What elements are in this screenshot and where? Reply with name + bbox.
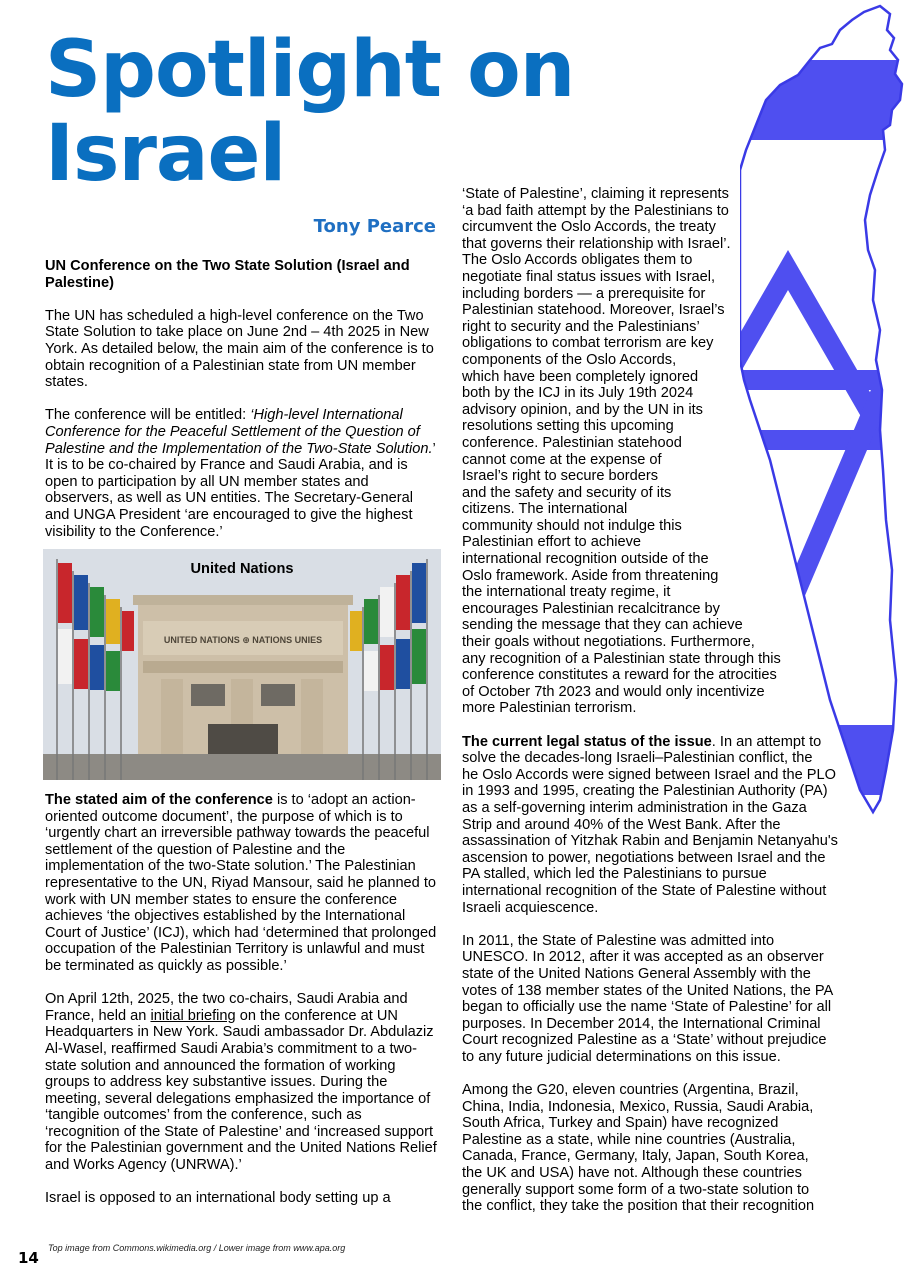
text-line: the international treaty regime, it <box>462 584 671 601</box>
israel-opposed-paragraph: Israel is opposed to an international body setting up a <box>45 1190 391 1207</box>
text-line: began to officially use the name ‘State of Palestine’ for all <box>462 999 832 1016</box>
text-line: UNESCO. In 2012, after it was accepted as an observer <box>462 949 824 966</box>
text-line: components of the Oslo Accords, <box>462 351 677 368</box>
oslo-accords-paragraph <box>462 186 872 717</box>
text-line: Israeli acquiescence. <box>462 899 599 916</box>
image-credit: Top image from Commons.wikimedia.org / Lower image from www.apa.org <box>48 1243 346 1253</box>
briefing-paragraph <box>45 991 440 1174</box>
text-line: ‘a bad faith attempt by the Palestinians to <box>462 202 729 219</box>
text-line: their goals without negotiations. Furthermore, <box>462 634 755 651</box>
text-line: more Palestinian terrorism. <box>462 700 637 717</box>
page-title <box>45 25 575 199</box>
text-line: South Africa, Turkey and Spain) have recognized <box>462 1115 779 1132</box>
photo-caption: United Nations <box>190 561 294 577</box>
text-line: including borders — a prerequisite for <box>462 285 706 302</box>
text-line: the conflict, they take the position that their recognition <box>462 1198 815 1215</box>
text-line: solve the decades-long Israeli–Palestinian conflict, the <box>462 750 813 767</box>
text-line: Palestinian statehood. Moreover, Israel’s <box>462 302 725 319</box>
text-line: conference. Palestinian statehood <box>462 434 682 451</box>
initial-briefing-link[interactable]: initial briefing <box>150 1007 236 1024</box>
text-line: both by the ICJ in its July 19th 2024 <box>462 385 694 402</box>
conference-name: ‘High-level International Conference for the Peaceful Settlement of the Question of Palestine and the Implementation of the Two-State Solution. <box>45 407 433 457</box>
text-line: of October 7th 2023 and would only incentivize <box>462 683 765 700</box>
text-line: resolutions setting this upcoming <box>462 418 674 435</box>
text-line: advisory opinion, and by the UN in its <box>462 401 703 418</box>
text-line: obligations to combat terrorism are key <box>462 335 714 352</box>
text-line: cannot come at the expense of <box>462 451 662 468</box>
text-line: any recognition of a Palestinian state through this <box>462 650 781 667</box>
text-line: Strip and around 40% of the West Bank. After the <box>462 816 781 833</box>
un-building-photo <box>43 549 441 780</box>
left-column-bottom <box>45 792 440 1207</box>
text-line: Court recognized Palestine as a ‘State’ without prejudice <box>462 1032 827 1049</box>
text-line: votes of 138 member states of the United Nations, the PA <box>462 982 834 999</box>
text-line-rest: . In an attempt to <box>711 733 822 750</box>
text-line: PA stalled, which led the Palestinians to pursue <box>462 866 767 883</box>
text-line: sending the message that they can achieve <box>462 617 743 634</box>
right-column <box>462 186 872 1215</box>
text-line: ascension to power, negotiations between Israel and the <box>462 849 826 866</box>
text-line: as a self-governing interim administration in the Gaza <box>462 799 807 816</box>
text-line: ‘State of Palestine’, claiming it represents <box>462 186 729 202</box>
paragraph-lead-bold: The stated aim of the conference <box>45 792 273 808</box>
title-line-2: Israel <box>45 109 286 199</box>
text-line: the UK and USA) have not. Although these countries <box>462 1165 802 1182</box>
legal-status-heading: The current legal status of the issue <box>462 733 712 750</box>
text-line: which have been completely ignored <box>462 368 699 385</box>
text-line: community should not indulge this <box>462 517 682 534</box>
text-line <box>462 734 872 751</box>
page-number: 14 <box>18 1249 39 1267</box>
building-sign: UNITED NATIONS ⊕ NATIONS UNIES <box>163 635 323 645</box>
text-line: purposes. In December 2014, the International Criminal <box>462 1015 821 1032</box>
text-line: he Oslo Accords were signed between Israel and the PLO <box>462 766 836 783</box>
paragraph-rest: is to ‘adopt an action-oriented outcome document’, the purpose of which is to ‘urgently chart an irreversible pathway towards the peaceful settlement of the question of Palestine and the implementation of the two-State solution.’ The Palestinian representative to the UN, Riyad Mansour, said he planned to work with UN member states to ensure the conference achieves ‘the objectives established by the International Court of Justice’ (ICJ), which had ‘determined that prolonged occupation of the Palestinian Territory is unlawful and must be terminated as quickly as possible.’ <box>45 792 437 974</box>
stated-aim-paragraph <box>45 792 440 975</box>
text-line: The Oslo Accords obligates them to <box>462 252 693 269</box>
author-byline: Tony Pearce <box>313 216 436 237</box>
photo-illustration <box>43 549 441 780</box>
text-line: generally support some form of a two-state solution to <box>462 1181 810 1198</box>
text-line: Palestine as a state, while nine countries (Australia, <box>462 1131 796 1148</box>
text-line: assassination of Yitzhak Rabin and Benjamin Netanyahu's <box>462 833 838 850</box>
text-line: Among the G20, eleven countries (Argentina, Brazil, <box>462 1082 799 1099</box>
text-line: citizens. The international <box>462 501 628 518</box>
text-line: state of the United Nations General Assembly with the <box>462 965 811 982</box>
unesco-paragraph <box>462 933 872 1066</box>
left-column-top <box>45 258 440 540</box>
text-line: in 1993 and 1995, creating the Palestinian Authority (PA) <box>462 783 828 800</box>
paragraph-part-a: On April 12th, 2025, the two co-chairs, Saudi Arabia and France, held an <box>45 991 408 1024</box>
paragraph-lead: The conference will be entitled: <box>45 407 251 424</box>
legal-status-paragraph <box>462 734 872 917</box>
text-line: China, India, Indonesia, Mexico, Russia, Saudi Arabia, <box>462 1098 814 1115</box>
g20-paragraph <box>462 1082 872 1215</box>
paragraph-rest: ’ It is to be co-chaired by France and Saudi Arabia, and is open to participation by all UN member states and observers, as well as UN entities. The Secretary-General and UNGA President ‘are encouraged to give the highest visibility to the Conference.’ <box>45 440 436 540</box>
text-line: international recognition of the State of Palestine without <box>462 882 827 899</box>
text-line: conference constitutes a reward for the atrocities <box>462 667 777 684</box>
text-line: right to security and the Palestinians’ <box>462 318 700 335</box>
text-line: and the safety and security of its <box>462 484 672 501</box>
text-line: encourages Palestinian recalcitrance by <box>462 600 720 617</box>
conference-title-paragraph <box>45 407 440 540</box>
text-line: international recognition outside of the <box>462 551 709 568</box>
text-line: Canada, France, Germany, Italy, Japan, South Korea, <box>462 1148 809 1165</box>
text-line: Israel’s right to secure borders <box>462 468 659 485</box>
section-heading: UN Conference on the Two State Solution (Israel and Palestine) <box>45 258 410 291</box>
text-line: that governs their relationship with Israel’. <box>462 235 731 252</box>
text-line: negotiate final status issues with Israel, <box>462 268 716 285</box>
text-line: Palestinian effort to achieve <box>462 534 642 551</box>
title-line-1: Spotlight on <box>45 25 575 115</box>
text-line: to any future judicial determinations on this issue. <box>462 1048 781 1065</box>
text-line: Oslo framework. Aside from threatening <box>462 567 719 584</box>
text-line: In 2011, the State of Palestine was admitted into <box>462 932 775 949</box>
text-line: circumvent the Oslo Accords, the treaty <box>462 219 716 236</box>
paragraph-part-b: on the conference at UN Headquarters in New York. Saudi ambassador Dr. Abdulaziz Al-Wasel, reaffirmed Saudi Arabia’s commitment to a two-state solution and announced the formation of working groups to address key substantive issues. During the meeting, several delegations emphasized the importance of ‘tangible outcomes’ from the conference, such as ‘recognition of the State of Palestine’ and ‘increased support for the Palestinian government and the United Nations Relief and Works Agency (UNRWA).’ <box>45 1007 437 1174</box>
intro-paragraph: The UN has scheduled a high-level conference on the Two State Solution to take place on June 2nd – 4th 2025 in New York. As detailed below, the main aim of the conference is to obtain recognition of a Palestinian state from UN member states. <box>45 307 434 391</box>
